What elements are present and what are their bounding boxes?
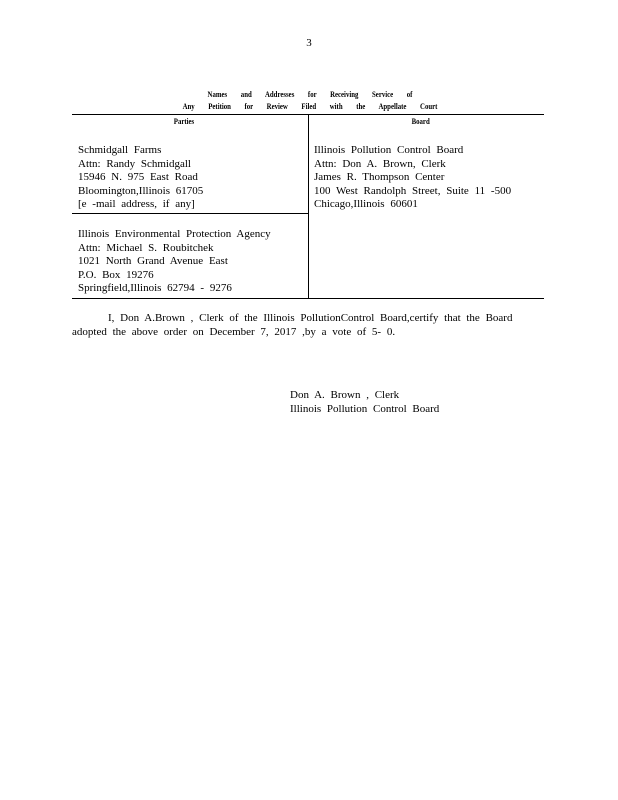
- party-address-iepa: [78, 228, 271, 296]
- board-street: 100 West Randolph Street, Suite 11 -500: [314, 184, 512, 197]
- party-pobox: P.O. Box 19276: [78, 268, 154, 281]
- party-name: Illinois Environmental Protection Agency: [78, 228, 271, 240]
- board-column-header: Board: [411, 117, 430, 126]
- board-city: Chicago,Illinois 60601: [314, 198, 418, 210]
- party-street: 1021 North Grand Avenue East: [78, 255, 228, 267]
- column-divider: [308, 115, 309, 298]
- page-number: 3: [306, 37, 312, 49]
- board-building: James R. Thompson Center: [314, 171, 445, 183]
- service-heading-line-1: Names and Addresses for Receiving Service of: [207, 90, 413, 99]
- clerk-certification: [72, 311, 512, 339]
- signature-block: [290, 388, 439, 416]
- parties-column-header: Parties: [173, 117, 195, 126]
- board-address: [314, 144, 511, 212]
- party-attn: Attn: Randy Schmidgall: [78, 157, 191, 170]
- party-email: [e -mail address, if any]: [78, 198, 195, 210]
- signature-name: Don A. Brown , Clerk: [290, 389, 400, 401]
- party-attn: Attn: Michael S. Roubitchek: [78, 241, 214, 254]
- board-name: Illinois Pollution Control Board: [314, 144, 464, 156]
- service-heading-line-2: Any Petition for Review Filed with the Appellate Court: [182, 102, 438, 111]
- party-city: Springfield,Illinois 62794 - 9276: [78, 282, 232, 294]
- party-name: Schmidgall Farms: [78, 144, 162, 156]
- party-city: Bloomington,Illinois 61705: [78, 184, 204, 197]
- certification-line-1: I, Don A.Brown , Clerk of the Illinois PollutionControl Board,certify that the Board: [108, 312, 513, 324]
- board-attn: Attn: Don A. Brown, Clerk: [314, 157, 446, 170]
- certification-line-2: adopted the above order on December 7, 2017 ,by a vote of 5- 0.: [72, 326, 396, 338]
- row-divider: [72, 213, 308, 214]
- party-street: 15946 N. 975 East Road: [78, 171, 198, 183]
- signature-org: Illinois Pollution Control Board: [290, 403, 440, 415]
- service-address-table: [72, 114, 544, 299]
- party-address-schmidgall: [78, 144, 203, 212]
